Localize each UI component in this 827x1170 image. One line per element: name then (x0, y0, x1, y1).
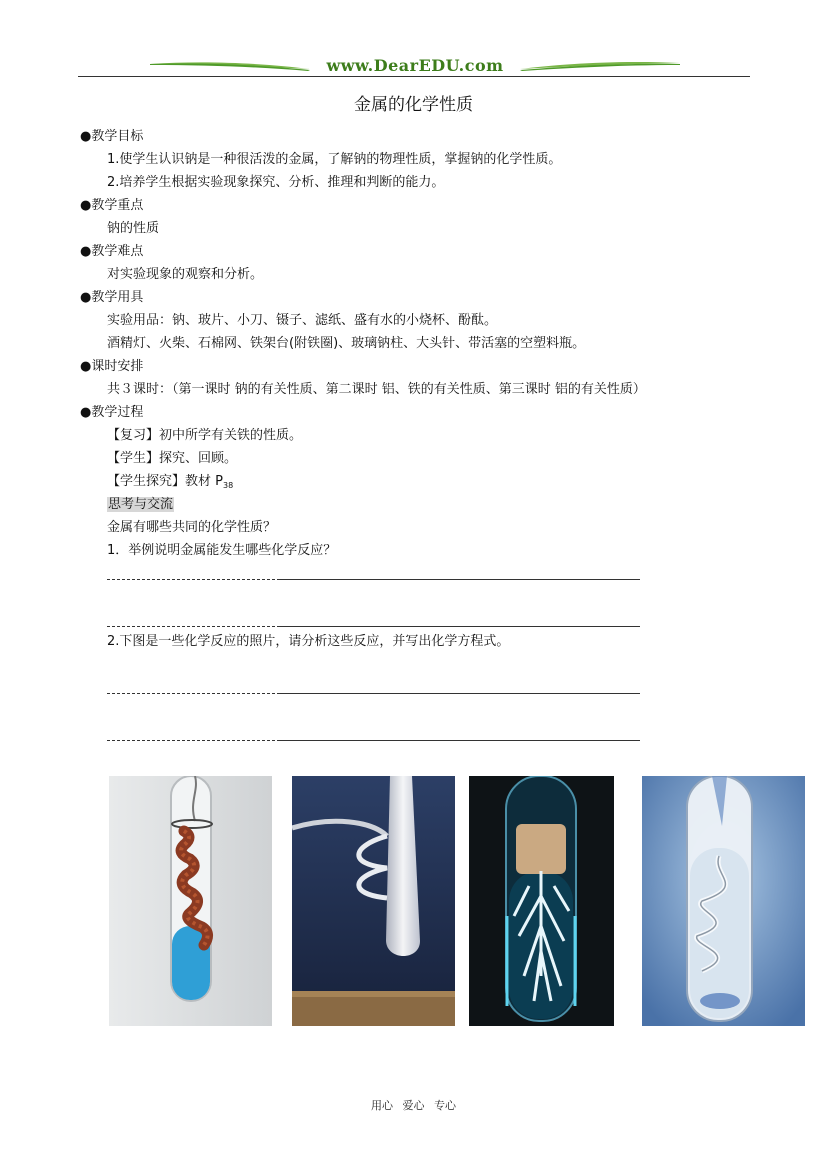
process-explore (107, 473, 233, 495)
question-main: 金属有哪些共同的化学性质？ (107, 520, 277, 535)
section-heading-difficulty: ●教学难点 (80, 244, 144, 259)
process-student: 【学生】探究、回顾。 (107, 451, 238, 466)
section-heading-process: ●教学过程 (80, 405, 144, 420)
site-logo-text: www.DearEDU.com (326, 56, 504, 75)
section-heading-schedule: ●课时安排 (80, 359, 144, 374)
question-1: 1．举例说明金属能发生哪些化学反应？ (107, 543, 337, 558)
process-review: 【复习】初中所学有关铁的性质。 (107, 428, 303, 443)
process-explore-text: 【学生探究】教材 P (107, 474, 223, 489)
think-box-label: 思考与交流 (108, 497, 174, 512)
answer-line-1 (107, 579, 640, 580)
process-explore-page: 38 (222, 481, 234, 490)
header-logo (150, 56, 680, 78)
answer-line-2 (107, 626, 640, 627)
tools-line-1: 实验用品：钠、玻片、小刀、镊子、滤纸、盛有水的小烧杯、酚酞。 (107, 313, 498, 328)
focus-line-1: 钠的性质 (107, 221, 160, 236)
footer-item: 专心 (434, 1099, 456, 1112)
think-box (107, 496, 174, 514)
photo-crystal-growth (469, 776, 632, 1026)
goal-line-2: 2.培养学生根据实验现象探究、分析、推理和判断的能力。 (107, 175, 445, 190)
photo-coil-in-acid (642, 776, 805, 1026)
section-heading-goals: ●教学目标 (80, 129, 144, 144)
difficulty-line-1: 对实验现象的观察和分析。 (107, 267, 264, 282)
footer (0, 1097, 827, 1113)
page-title: 金属的化学性质 (354, 95, 473, 115)
answer-line-3 (107, 693, 640, 694)
header-rule (78, 76, 750, 77)
goal-line-1: 1.使学生认识钠是一种很活泼的金属，了解钠的物理性质，掌握钠的化学性质。 (107, 152, 562, 167)
footer-item: 爱心 (402, 1099, 425, 1112)
question-2: 2.下图是一些化学反应的照片，请分析这些反应，并写出化学方程式。 (107, 634, 510, 649)
footer-item: 用心 (371, 1099, 393, 1112)
section-heading-focus: ●教学重点 (80, 198, 144, 213)
tools-line-2: 酒精灯、火柴、石棉网、铁架台(附铁圈)、玻璃钠柱、大头针、带活塞的空塑料瓶。 (107, 336, 586, 351)
section-heading-tools: ●教学用具 (80, 290, 144, 305)
schedule-line-1: 共３课时：（第一课时 钠的有关性质、第二课时 铝、铁的有关性质、第三课时 铝的有关性质） (107, 382, 646, 397)
photo-copper-tube (109, 776, 272, 1026)
photo-glowing-wire (292, 776, 455, 1026)
answer-line-4 (107, 740, 640, 741)
